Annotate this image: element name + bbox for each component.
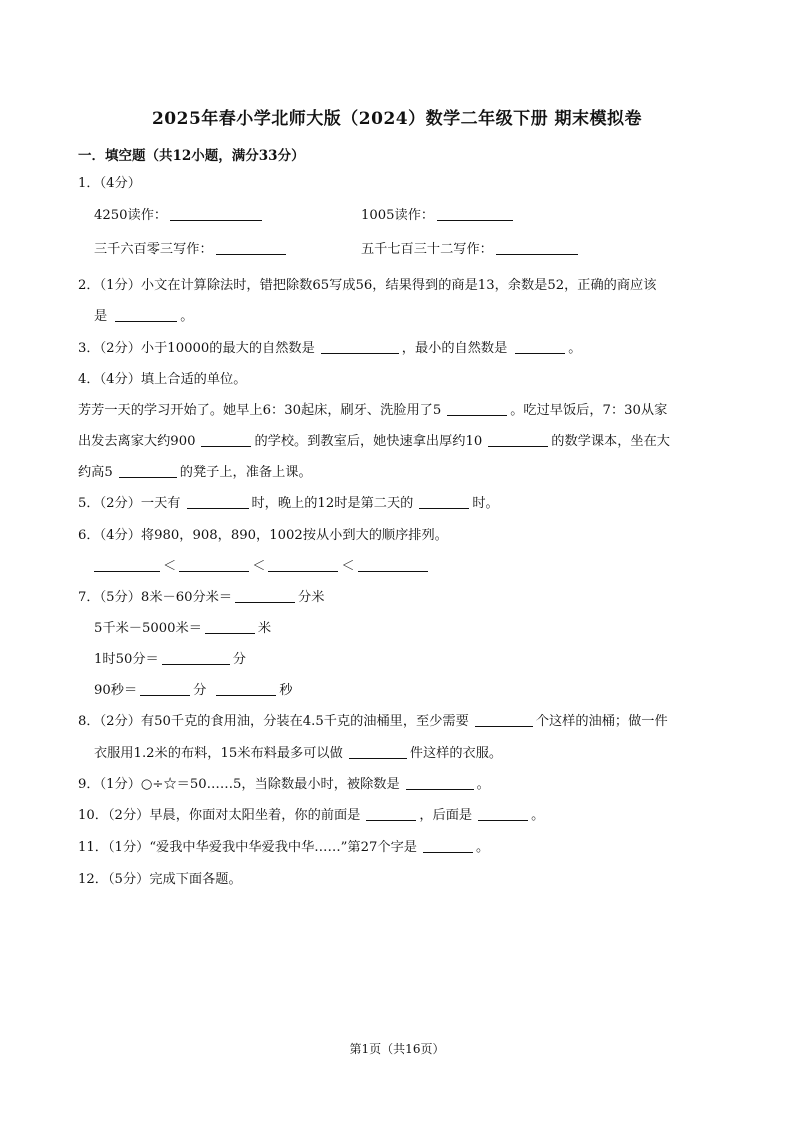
- question-4-text: 。吃过早饭后，7：30从家: [510, 403, 668, 418]
- answer-blank[interactable]: [437, 206, 513, 221]
- question-7-text: 米: [257, 621, 272, 636]
- question-7-text: 7．（5分）8米－60分米＝: [78, 590, 233, 605]
- question-3: [78, 339, 581, 359]
- answer-blank[interactable]: [423, 838, 473, 853]
- question-7-text: 90秒＝: [94, 683, 138, 698]
- answer-blank[interactable]: [478, 806, 528, 821]
- question-5-text: 时。: [472, 496, 499, 511]
- answer-blank[interactable]: [235, 588, 295, 603]
- answer-blank[interactable]: [140, 681, 190, 696]
- question-1-b: [361, 206, 516, 226]
- question-8-text: 个这样的油桶；做一件: [535, 714, 668, 729]
- page-footer: 第1页（共16页）: [349, 1042, 445, 1056]
- question-8-text: 衣服用1.2米的布料，15米布料最多可以做: [94, 746, 343, 761]
- answer-blank[interactable]: [475, 712, 533, 727]
- question-10-text: 。: [531, 808, 545, 823]
- question-9: [78, 775, 490, 795]
- question-12: 12．（5分）完成下面各题。: [78, 872, 242, 887]
- question-1-c-label: 三千六百零三写作：: [94, 242, 213, 257]
- question-4-text: 的数学课本，坐在大: [551, 434, 670, 449]
- answer-blank[interactable]: [419, 494, 469, 509]
- question-7-b: [94, 619, 271, 639]
- question-11-text: 11．（1分）“爱我中华爱我中华爱我中华……”第27个字是: [78, 840, 417, 855]
- question-10-text: ，后面是: [419, 808, 473, 823]
- answer-blank[interactable]: [268, 557, 338, 572]
- question-2-line2: [94, 307, 193, 327]
- question-1-b-label: 1005读作：: [361, 208, 435, 223]
- question-7-text: 5千米－5000米＝: [94, 621, 202, 636]
- question-9-text: 9．（1分）○÷☆＝50……5，当除数最小时，被除数是: [78, 777, 400, 792]
- answer-blank[interactable]: [179, 557, 249, 572]
- question-4-line1: [78, 401, 667, 421]
- question-4-text: 约高5: [78, 465, 113, 480]
- question-7-text: 分: [232, 652, 246, 667]
- question-1-d-label: 五千七百三十二写作：: [361, 242, 493, 257]
- question-1-d: [361, 240, 581, 260]
- answer-blank[interactable]: [349, 744, 407, 759]
- question-8-line2: [94, 744, 502, 764]
- answer-blank[interactable]: [447, 401, 507, 416]
- question-1-a: [94, 206, 265, 226]
- answer-blank[interactable]: [496, 240, 578, 255]
- question-4-text: 的学校。到教室后，她快速拿出厚约10: [254, 434, 483, 449]
- question-7-c: [94, 650, 246, 670]
- answer-blank[interactable]: [515, 339, 565, 354]
- question-4-text: 的凳子上，准备上课。: [179, 465, 312, 480]
- question-1-a-label: 4250读作：: [94, 208, 168, 223]
- answer-blank[interactable]: [115, 307, 177, 322]
- answer-blank[interactable]: [216, 681, 276, 696]
- answer-blank[interactable]: [94, 557, 160, 572]
- question-4-text: 出发去离家大约900: [78, 434, 196, 449]
- less-than-sign: ＜: [163, 559, 177, 574]
- question-2-line1: 2．（1分）小文在计算除法时，错把除数65写成56，结果得到的商是13，余数是52，正确的商应该: [78, 278, 657, 293]
- question-7-text: 1时50分＝: [94, 652, 159, 667]
- answer-blank[interactable]: [488, 432, 548, 447]
- question-9-text: 。: [476, 777, 490, 792]
- answer-blank[interactable]: [170, 206, 262, 221]
- question-7-text: 分米: [298, 590, 325, 605]
- question-1-c: [94, 240, 289, 260]
- answer-blank[interactable]: [201, 432, 251, 447]
- answer-blank[interactable]: [366, 806, 416, 821]
- question-1-head: 1．（4分）: [78, 176, 141, 191]
- question-11-text: 。: [475, 840, 490, 855]
- question-6-head: 6．（4分）将980，908，890，1002按从小到大的顺序排列。: [78, 528, 448, 543]
- question-3-text: 。: [568, 341, 582, 356]
- question-6-answer: [94, 557, 431, 577]
- question-5-text: 5．（2分）一天有: [78, 496, 181, 511]
- question-8-text: 8．（2分）有50千克的食用油，分装在4.5千克的油桶里，至少需要: [78, 714, 469, 729]
- question-2-text: 。: [180, 309, 194, 324]
- question-4-text: 芳芳一天的学习开始了。她早上6：30起床，刷牙、洗脸用了5: [78, 403, 442, 418]
- question-11: [78, 838, 489, 858]
- question-4-head: 4．（4分）填上合适的单位。: [78, 372, 247, 387]
- question-7-text: 分: [193, 683, 207, 698]
- answer-blank[interactable]: [119, 463, 177, 478]
- answer-blank[interactable]: [162, 650, 230, 665]
- question-5: [78, 494, 499, 514]
- question-10-text: 10．（2分）早晨，你面对太阳坐着，你的前面是: [78, 808, 361, 823]
- question-4-line2: [78, 432, 670, 452]
- question-5-text: 时，晚上的12时是第二天的: [251, 496, 414, 511]
- section-heading: 一．填空题（共12小题，满分33分）: [78, 148, 305, 164]
- answer-blank[interactable]: [187, 494, 249, 509]
- question-8-text: 件这样的衣服。: [409, 746, 503, 761]
- question-3-text: 3．（2分）小于10000的最大的自然数是: [78, 341, 315, 356]
- question-4-line3: [78, 463, 312, 483]
- answer-blank[interactable]: [406, 775, 474, 790]
- answer-blank[interactable]: [216, 240, 286, 255]
- page-title: 2025年春小学北师大版（2024）数学二年级下册 期末模拟卷: [151, 109, 643, 129]
- question-7-head: [78, 588, 324, 608]
- question-8-line1: [78, 712, 668, 732]
- question-7-d: [94, 681, 293, 701]
- answer-blank[interactable]: [321, 339, 399, 354]
- question-3-text: ，最小的自然数是: [401, 341, 508, 356]
- question-10: [78, 806, 544, 826]
- answer-blank[interactable]: [205, 619, 255, 634]
- answer-blank[interactable]: [358, 557, 428, 572]
- less-than-sign: ＜: [252, 559, 266, 574]
- question-7-text: 秒: [279, 683, 293, 698]
- less-than-sign: ＜: [341, 559, 355, 574]
- question-2-text: 是: [94, 309, 108, 324]
